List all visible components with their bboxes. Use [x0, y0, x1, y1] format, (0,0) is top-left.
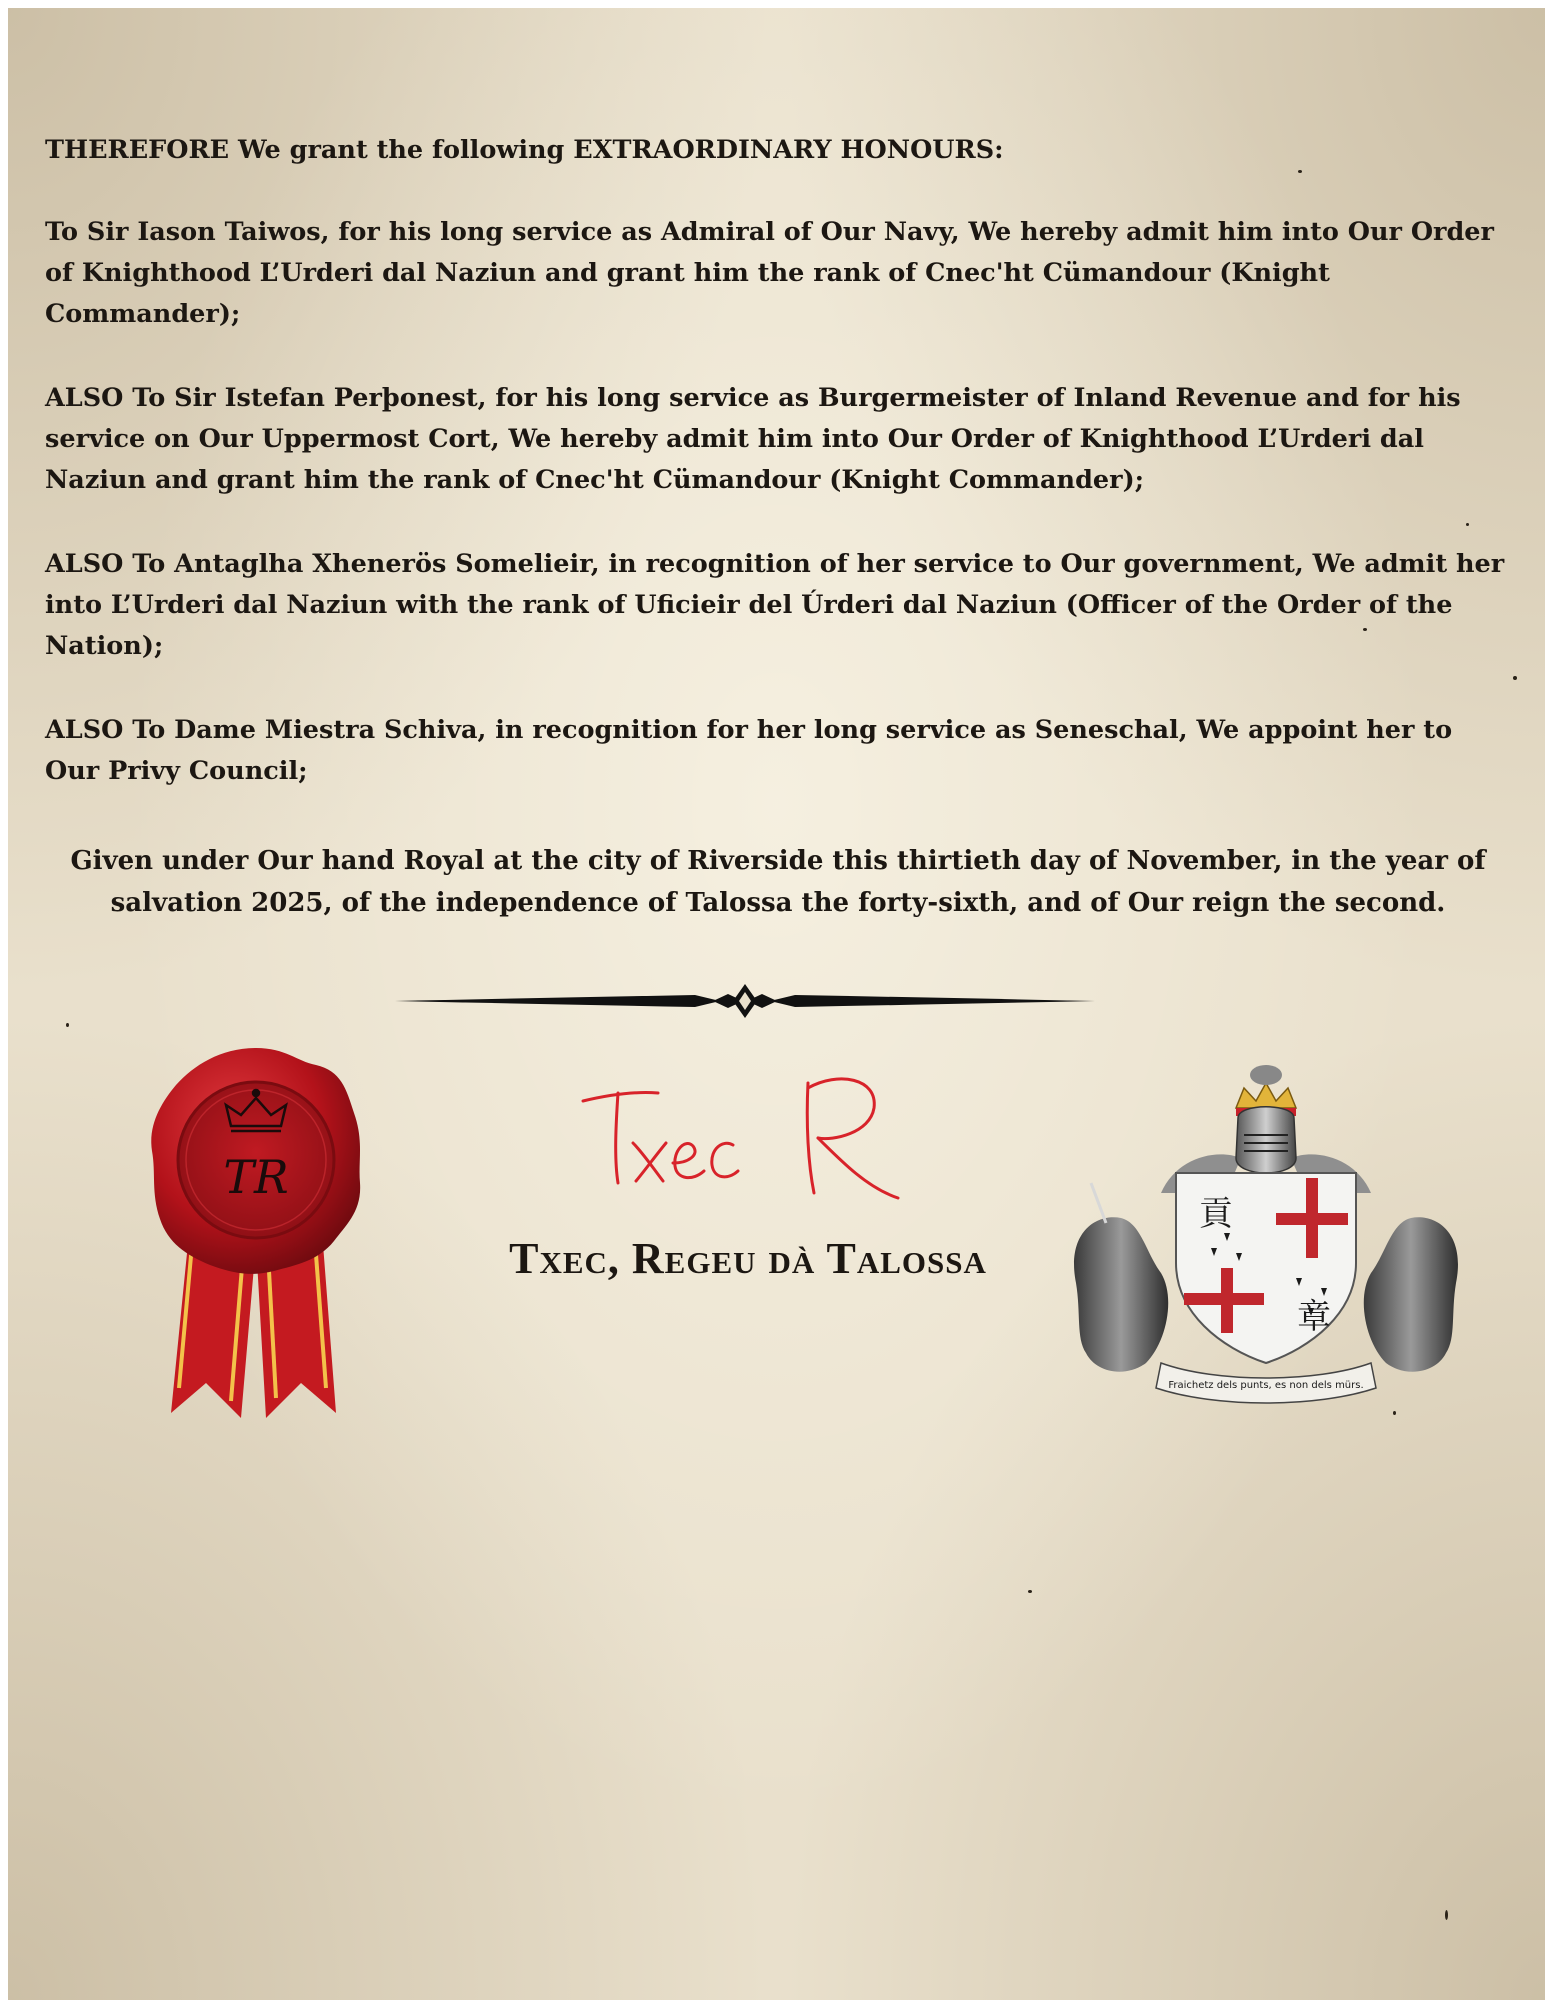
paper-speck [66, 1023, 69, 1027]
honour-paragraph-2: ALSO To Sir Istefan Perþonest, for his long service as Burgermeister of Inland Revenue and for his service on Our Uppermost Cort, We hereby admit him into Our Order of Knighthood L’Urderi dal Naziun and grant him the rank of Cnec'ht Cümandour (Knight Commander); [45, 383, 1461, 495]
paper-speck [1466, 523, 1469, 526]
honour-paragraph-3: ALSO To Antaglha Xhenerös Somelieir, in recognition of her service to Our government, We admit her into L’Urderi dal Naziun with the rank of Uficieir del Úrderi dal Naziun (Officer of the Order of the Nation); [45, 549, 1505, 661]
decree-intro: THEREFORE We grant the following EXTRAORDINARY HONOURS: [45, 135, 1004, 165]
given-under-hand-text: Given under Our hand Royal at the city of Riverside this thirtieth day of November, in the year of salvation 2025, of the independence of Talossa the forty-sixth, and of Our reign the second. [70, 846, 1486, 918]
paper-speck [1028, 1590, 1032, 1593]
paper-speck [1513, 676, 1517, 680]
wax-seal-icon [146, 1043, 366, 1423]
ornamental-divider [395, 981, 1095, 1021]
seal-monogram: TR [223, 1150, 289, 1204]
royal-name-title: Txec, Regeu dà Talossa [509, 1234, 987, 1283]
svg-text:章: 章 [1297, 1297, 1331, 1337]
honour-paragraph-1: To Sir Iason Taiwos, for his long service as Admiral of Our Navy, We hereby admit him into Our Order of Knighthood L’Urderi dal Naziun and grant him the rank of Cnec'ht Cümandour (Knight Commander); [45, 217, 1494, 329]
paper-speck [1445, 1910, 1448, 1920]
royal-signature [578, 1063, 918, 1223]
honour-paragraph-4: ALSO To Dame Miestra Schiva, in recognition for her long service as Seneschal, We appoint her to Our Privy Council; [45, 715, 1453, 786]
coat-of-arms-icon [1066, 1063, 1466, 1423]
parchment-page [8, 8, 1545, 2000]
motto-text: Fraichetz dels punts, es non dels mürs. [1168, 1380, 1364, 1391]
svg-text:貢: 貢 [1199, 1194, 1233, 1234]
